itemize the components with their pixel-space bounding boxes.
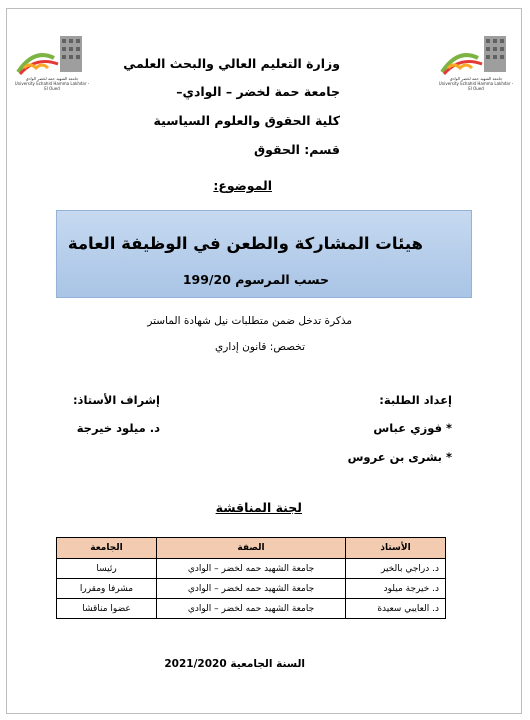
memo-statement: مذكرة تدخل ضمن متطلبات نيل شهادة الماستر	[147, 315, 352, 327]
prepared-by-label: إعداد الطلبة:	[379, 393, 452, 407]
university-cell: عضوا مناقشا	[57, 599, 157, 619]
thesis-title: هيئات المشاركة والطعن في الوظيفة العامة	[67, 234, 423, 253]
student-name	[348, 450, 452, 464]
role-cell: جامعة الشهيد حمه لخضر – الوادي	[157, 599, 346, 619]
university-logo-left	[14, 28, 90, 91]
faculty-name: كلية الحقوق والعلوم السياسية	[153, 113, 340, 128]
table-row	[57, 559, 446, 579]
table-row	[57, 579, 446, 599]
role-cell: جامعة الشهيد حمه لخضر – الوادي	[157, 579, 346, 599]
column-header-role: الصفة	[157, 538, 346, 559]
supervisor-name: د. ميلود خيرجة	[76, 421, 160, 435]
column-header-university: الجامعة	[57, 538, 157, 559]
professor-cell: د. دراجي بالخير	[346, 559, 446, 579]
university-cell: مشرفا ومقررا	[57, 579, 157, 599]
role-cell: جامعة الشهيد حمه لخضر – الوادي	[157, 559, 346, 579]
university-logo-right	[438, 28, 514, 91]
bullet-marker: *	[445, 450, 452, 464]
column-header-professor: الأستاذ	[346, 538, 446, 559]
student-name-text: فوزي عباس	[373, 421, 442, 435]
committee-title: لجنة المناقشة	[215, 500, 302, 515]
student-name	[373, 421, 452, 435]
student-name-text: بشرى بن عروس	[347, 450, 442, 464]
topic-label: الموضوع:	[213, 178, 272, 193]
title-box	[56, 210, 472, 298]
logo-caption-right: جامعة الشهيد حمه لخضر الوادي University Echahid Hamma Lakhdar - El Oued	[438, 76, 514, 91]
table-header-row	[57, 538, 446, 559]
professor-cell: د. العايبي سعيدة	[346, 599, 446, 619]
thesis-subtitle: حسب المرسوم 199/20	[182, 272, 329, 287]
bullet-marker: *	[445, 421, 452, 435]
academic-year: السنة الجامعية 2021/2020	[164, 658, 305, 670]
university-cell: رئيسا	[57, 559, 157, 579]
supervision-label: إشراف الأستاذ:	[72, 393, 160, 407]
specialization: تخصص: قانون إداري	[215, 341, 305, 353]
department-name: قسم: الحقوق	[253, 142, 340, 157]
committee-table	[56, 537, 446, 619]
ministry-name: وزارة التعليم العالي والبحث العلمي	[123, 56, 340, 71]
table-row	[57, 599, 446, 619]
logo-caption-left: جامعة الشهيد حمه لخضر الوادي University Echahid Hamma Lakhdar - El Oued	[14, 76, 90, 91]
university-name: جامعة حمة لخضر – الوادي–	[176, 84, 340, 99]
professor-cell: د. خيرجة ميلود	[346, 579, 446, 599]
